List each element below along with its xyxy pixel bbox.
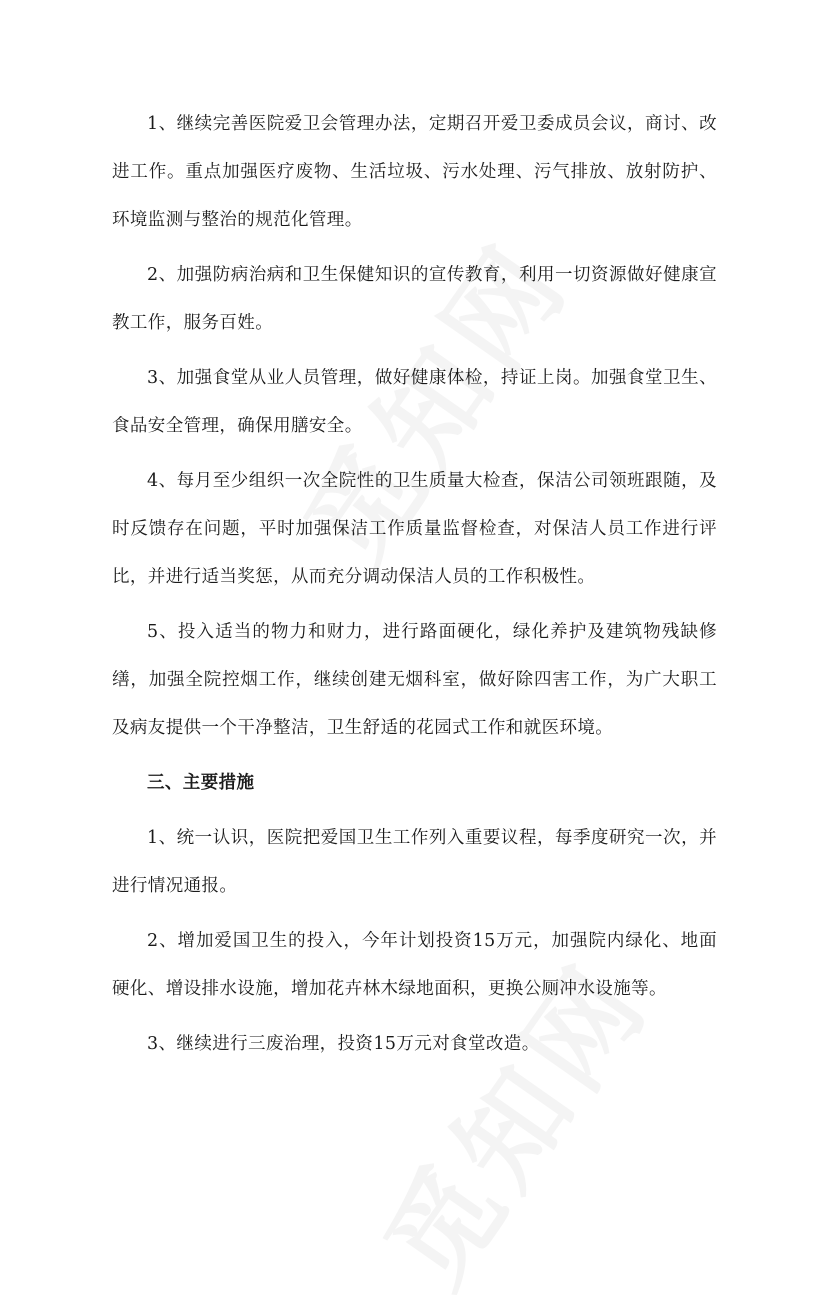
measure-3: 3、继续进行三废治理，投资15万元对食堂改造。 [147, 1034, 540, 1054]
measure-1: 1、统一认识，医院把爱国卫生工作列入重要议程，每季度研究一次，并进行情况通报。 [112, 828, 717, 896]
measure-2: 2、增加爱国卫生的投入，今年计划投资15万元，加强院内绿化、地面硬化、增设排水设施，增加花卉林木绿地面积，更换公厕冲水设施等。 [112, 931, 717, 999]
paragraph-2: 2、加强防病治病和卫生保健知识的宣传教育，利用一切资源做好健康宣教工作，服务百姓。 [112, 265, 717, 333]
section-heading: 三、主要措施 [147, 773, 255, 793]
paragraph-4: 4、每月至少组织一次全院性的卫生质量大检查，保洁公司领班跟随，及时反馈存在问题，平时加强保洁工作质量监督检查，对保洁人员工作进行评比，并进行适当奖惩，从而充分调动保洁人员的工作积极性。 [112, 471, 717, 587]
paragraph-1: 1、继续完善医院爱卫会管理办法，定期召开爱卫委成员会议，商讨、改进工作。重点加强医疗废物、生活垃圾、污水处理、污气排放、放射防护、环境监测与整治的规范化管理。 [112, 114, 717, 230]
paragraph-3: 3、加强食堂从业人员管理，做好健康体检，持证上岗。加强食堂卫生、食品安全管理，确保用膳安全。 [112, 368, 717, 436]
paragraph-5: 5、投入适当的物力和财力，进行路面硬化，绿化养护及建筑物残缺修缮，加强全院控烟工作，继续创建无烟科室，做好除四害工作，为广大职工及病友提供一个干净整洁，卫生舒适的花园式工作和就医环境。 [112, 622, 717, 738]
document-body [112, 100, 717, 1075]
